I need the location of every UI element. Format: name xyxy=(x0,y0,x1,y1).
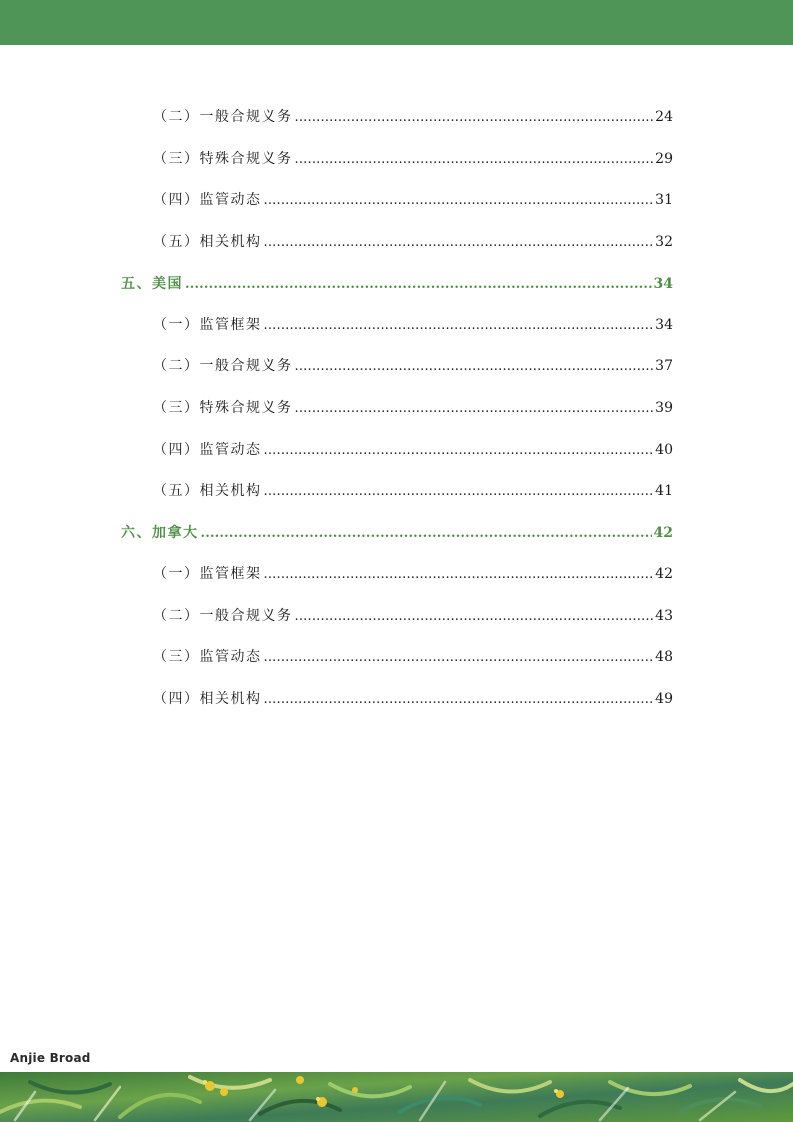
toc-entry-label: （二）一般合规义务 xyxy=(153,109,293,125)
toc-entry-label: （四）相关机构 xyxy=(153,691,262,707)
toc-section-heading[interactable] xyxy=(121,274,673,294)
toc-entry[interactable] xyxy=(153,440,673,460)
toc-entry[interactable] xyxy=(153,149,673,169)
toc-entry[interactable] xyxy=(153,315,673,335)
header-band xyxy=(0,0,793,45)
toc-entry-page: 37 xyxy=(655,358,673,374)
toc-entry-label: （五）相关机构 xyxy=(153,234,262,250)
toc-entry-page: 31 xyxy=(655,192,673,208)
toc-leader-dots xyxy=(295,108,654,128)
toc-entry-page: 41 xyxy=(655,483,673,499)
toc-section-page: 34 xyxy=(653,276,673,292)
toc-leader-dots xyxy=(264,441,654,461)
toc-entry-page: 49 xyxy=(655,691,673,707)
footer-painting xyxy=(0,1072,793,1122)
toc-entry-label: （四）监管动态 xyxy=(153,192,262,208)
toc-leader-dots xyxy=(264,316,654,336)
toc-entry-label: （一）监管框架 xyxy=(153,317,262,333)
toc-entry[interactable] xyxy=(153,190,673,210)
toc-entry[interactable] xyxy=(153,564,673,584)
toc-leader-dots xyxy=(201,524,652,544)
toc-entry-label: （二）一般合规义务 xyxy=(153,358,293,374)
toc-leader-dots xyxy=(264,482,654,502)
toc-entry-label: （五）相关机构 xyxy=(153,483,262,499)
toc-entry-label: （二）一般合规义务 xyxy=(153,608,293,624)
toc-entry-page: 48 xyxy=(655,649,673,665)
toc-entry[interactable] xyxy=(153,232,673,252)
toc-leader-dots xyxy=(264,648,654,668)
toc-entry-page: 29 xyxy=(655,151,673,167)
toc-entry[interactable] xyxy=(153,647,673,667)
toc-entry-label: （一）监管框架 xyxy=(153,566,262,582)
toc-entry-page: 40 xyxy=(655,442,673,458)
toc-leader-dots xyxy=(264,565,654,585)
toc-entry-page: 34 xyxy=(655,317,673,333)
brand-logo-text: Anjie Broad xyxy=(10,1051,91,1065)
toc-leader-dots xyxy=(264,233,654,253)
toc-leader-dots xyxy=(264,191,654,211)
toc-entry-label: （四）监管动态 xyxy=(153,442,262,458)
toc-entry-page: 39 xyxy=(655,400,673,416)
toc-leader-dots xyxy=(185,275,652,295)
toc-leader-dots xyxy=(295,607,654,627)
toc-leader-dots xyxy=(295,399,654,419)
toc-entry[interactable] xyxy=(153,606,673,626)
toc-entry-page: 24 xyxy=(655,109,673,125)
toc-leader-dots xyxy=(295,150,654,170)
toc-entry[interactable] xyxy=(153,107,673,127)
toc-section-label: 六、加拿大 xyxy=(121,525,199,541)
toc-entry-label: （三）特殊合规义务 xyxy=(153,151,293,167)
toc-leader-dots xyxy=(295,357,654,377)
toc-entry-page: 43 xyxy=(655,608,673,624)
toc-section-label: 五、美国 xyxy=(121,276,183,292)
toc-entry-label: （三）监管动态 xyxy=(153,649,262,665)
toc-entry[interactable] xyxy=(153,689,673,709)
toc-section-page: 42 xyxy=(653,525,673,541)
toc-entry-label: （三）特殊合规义务 xyxy=(153,400,293,416)
toc-entry[interactable] xyxy=(153,398,673,418)
footer-painting-strip xyxy=(0,1072,793,1122)
toc-entry-page: 32 xyxy=(655,234,673,250)
toc-entry[interactable] xyxy=(153,356,673,376)
toc-leader-dots xyxy=(264,690,654,710)
toc-entry[interactable] xyxy=(153,481,673,501)
toc-entry-page: 42 xyxy=(655,566,673,582)
toc-section-heading[interactable] xyxy=(121,523,673,543)
